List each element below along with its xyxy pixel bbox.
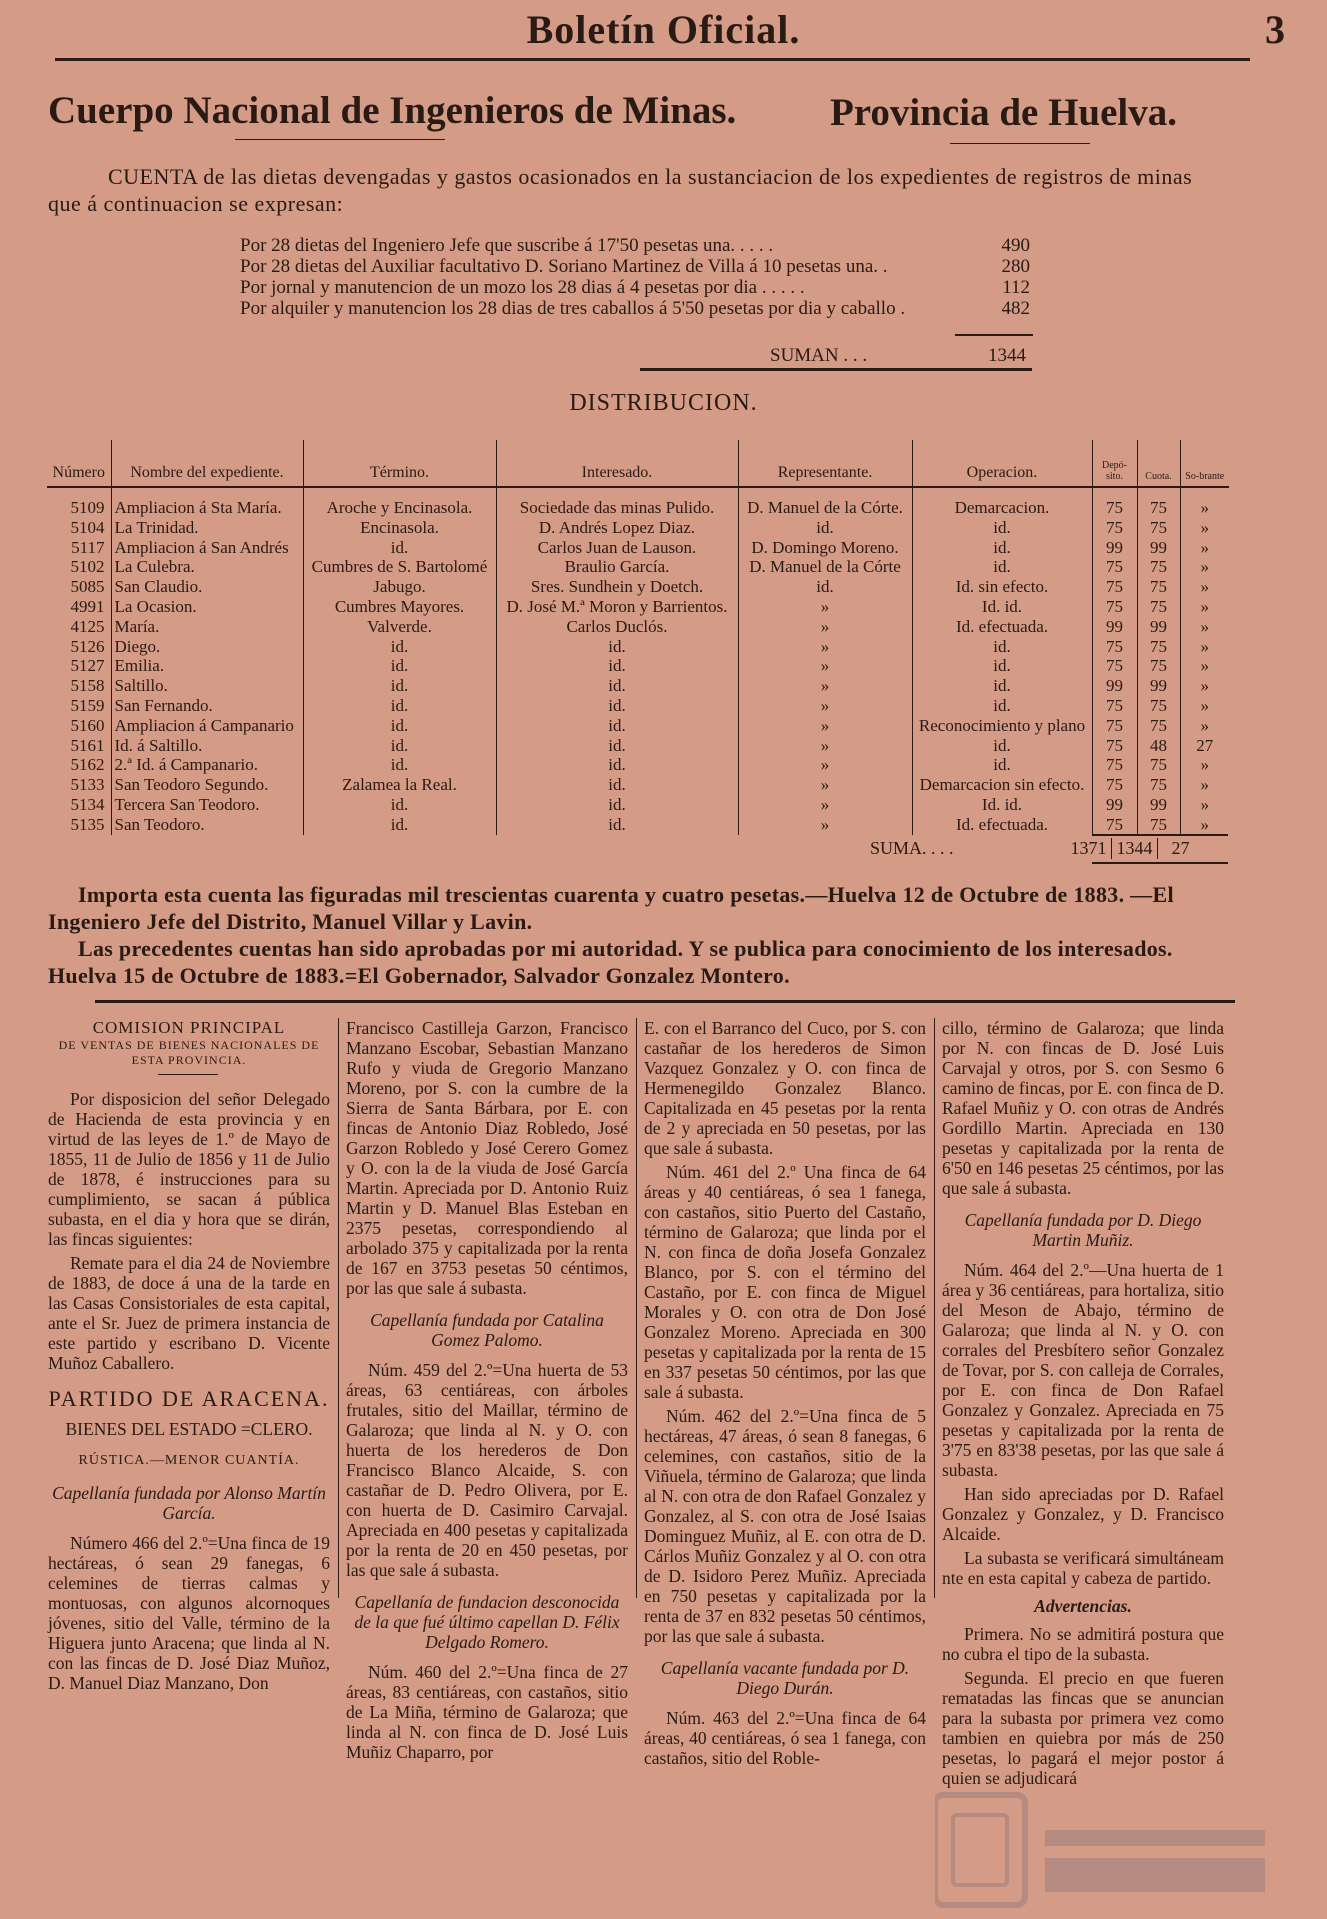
cell-representante: » — [738, 736, 912, 756]
cell-cuota: 75 — [1137, 656, 1180, 676]
col-header: Término. — [303, 440, 496, 487]
comision-heading: COMISION PRINCIPAL — [92, 1018, 286, 1037]
cell-interesado: id. — [496, 637, 738, 657]
cell-expediente-name: Emilia. — [111, 656, 303, 676]
cell-termino: Cumbres Mayores. — [303, 597, 496, 617]
cell-interesado: id. — [496, 736, 738, 756]
cell-deposito: 75 — [1092, 637, 1137, 657]
cell-sobrante: » — [1180, 518, 1229, 538]
section-heading-provincia: Provincia de Huelva. — [829, 91, 1177, 134]
col-header: Operacion. — [912, 440, 1092, 487]
cell-expediente-number: 5109 — [70, 498, 105, 517]
cell-interesado: Sociedade das minas Pulido. — [496, 487, 738, 518]
suman-value: 1344 — [988, 345, 1026, 366]
table-row — [47, 617, 1229, 637]
col-header: So-brante — [1180, 440, 1229, 487]
body-paragraph: Francisco Castilleja Garzon, Francisco Manzano Escobar, Sebastian Manzano Rufo y viuda de Gregorio Manzano Moreno, por S. con la cumbre de la Sierra de Santa Bárbara, por E. con fincas de Antonio Diaz Robledo, José Garzon Robledo y José Cerero Gomez y O. con la de la viuda de José García Martin. Apreciada por D. Antonio Ruiz Martin y D. Manuel Blas Esteban en 2375 pesetas, correspondiendo al arbolado 375 y capitalizada por la renta de 167 en 3753 pesetas 50 céntimos, por las que sale á subasta. — [346, 1018, 628, 1298]
cell-interesado: D. Andrés Lopez Diaz. — [496, 518, 738, 538]
cell-interesado: id. — [496, 775, 738, 795]
cell-operacion: Demarcacion sin efecto. — [912, 775, 1092, 795]
table-row — [47, 538, 1229, 558]
table-row — [47, 637, 1229, 657]
cell-operacion: id. — [912, 518, 1092, 538]
suma-cuota: 1344 — [1111, 838, 1157, 859]
cell-expediente-number: 5135 — [70, 814, 105, 834]
table-row — [47, 597, 1229, 617]
cell-expediente-number: 5159 — [70, 695, 105, 715]
expense-total-rule — [955, 334, 1033, 336]
column-divider — [338, 1018, 339, 1598]
intro-paragraph: CUENTA de las dietas devengadas y gastos ocasionados en la sustanciacion de los expedientes de registros de minas que á continuacion se expresan: — [48, 164, 1193, 216]
cell-termino: id. — [303, 637, 496, 657]
cell-representante: D. Domingo Moreno. — [738, 538, 912, 558]
cell-representante: » — [738, 775, 912, 795]
cell-representante: » — [738, 795, 912, 815]
cell-termino: Jabugo. — [303, 577, 496, 597]
cell-representante: » — [738, 597, 912, 617]
expense-value: 490 — [1001, 235, 1030, 256]
cell-operacion: id. — [912, 676, 1092, 696]
column-divider — [934, 1018, 935, 1598]
cell-expediente-name: La Culebra. — [111, 557, 303, 577]
capellania-heading: Capellanía fundada por D. Diego Martin Muñiz. — [964, 1210, 1202, 1250]
cell-representante: » — [738, 617, 912, 637]
cell-termino: id. — [303, 815, 496, 835]
cell-sobrante: » — [1180, 597, 1229, 617]
col-header: Representante. — [738, 440, 912, 487]
cell-interesado: Sres. Sundhein y Doetch. — [496, 577, 738, 597]
cell-representante: id. — [738, 577, 912, 597]
body-paragraph: Número 466 del 2.º=Una finca de 19 hectáreas, ó sean 29 fanegas, 6 celemines de tierras calmas y montuosas, con algunos alcornoques jóvenes, sitio del Valle, término de la Higuera junto Aracena; que linda al N. con las fincas de D. José Diaz Muñoz, D. Manuel Diaz Manzano, Don — [48, 1533, 330, 1693]
table-row — [47, 716, 1229, 736]
expense-label: Por 28 dietas del Auxiliar facultativo D. Soriano Martinez de Villa á 10 pesetas una. . — [240, 256, 888, 277]
cell-cuota: 75 — [1137, 755, 1180, 775]
cell-operacion: Demarcacion. — [912, 487, 1092, 518]
table-row — [47, 656, 1229, 676]
cell-representante: id. — [738, 518, 912, 538]
cell-deposito: 75 — [1092, 716, 1137, 736]
table-row — [47, 487, 1229, 518]
cell-expediente-name: La Trinidad. — [111, 518, 303, 538]
cell-interesado: id. — [496, 676, 738, 696]
cell-operacion: Reconocimiento y plano — [912, 716, 1092, 736]
expense-row — [240, 277, 1030, 298]
cell-deposito: 75 — [1092, 755, 1137, 775]
table-row — [47, 755, 1229, 775]
col-header: Cuota. — [1137, 440, 1180, 487]
expense-list — [240, 235, 1030, 319]
cell-sobrante: 27 — [1180, 736, 1229, 756]
cell-operacion: Id. sin efecto. — [912, 577, 1092, 597]
cell-operacion: Id. efectuada. — [912, 617, 1092, 637]
advertencias-heading: Advertencias. — [1034, 1596, 1132, 1616]
cell-termino: id. — [303, 676, 496, 696]
cell-cuota: 75 — [1137, 518, 1180, 538]
closing-paragraph: Importa esta cuenta las figuradas mil trescientas cuarenta y cuatro pesetas.—Huelva 12 de Octubre de 1883. —El Ingeniero Jefe del Distrito, Manuel Villar y Lavin. — [48, 882, 1174, 934]
header-rule — [55, 58, 1250, 61]
cell-sobrante: » — [1180, 775, 1229, 795]
expense-value: 482 — [1001, 298, 1030, 319]
table-row — [47, 696, 1229, 716]
cell-expediente-name: Saltillo. — [111, 676, 303, 696]
cell-sobrante: » — [1180, 716, 1229, 736]
cell-deposito: 75 — [1092, 577, 1137, 597]
body-paragraph: Segunda. El precio en que fueren rematadas las fincas que se anuncian para la subasta por primera vez como tambien en quiebra por más de 250 pesetas, lo pagará el mejor postor á quien se adjudicará — [942, 1668, 1224, 1788]
table-row — [47, 518, 1229, 538]
body-paragraph: Remate para el dia 24 de Noviembre de 1883, de doce á una de la tarde en las Casas Consistoriales de esta capital, ante el Sr. Juez de primera instancia de este partido y escribano D. Vicente Muñoz Caballero. — [48, 1253, 330, 1373]
cell-representante: D. Manuel de la Córte. — [738, 487, 912, 518]
body-paragraph: Han sido apreciadas por D. Rafael Gonzalez y Gonzalez, y D. Francisco Alcaide. — [942, 1484, 1224, 1544]
cell-deposito: 75 — [1092, 518, 1137, 538]
col-header: Interesado. — [496, 440, 738, 487]
cell-cuota: 99 — [1137, 617, 1180, 637]
cell-expediente-name: Ampliacion á San Andrés — [111, 538, 303, 558]
cell-termino: Aroche y Encinasola. — [303, 487, 496, 518]
table-row — [47, 736, 1229, 756]
cell-representante: » — [738, 656, 912, 676]
cell-sobrante: » — [1180, 617, 1229, 637]
body-paragraph: Núm. 464 del 2.º—Una huerta de 1 área y 36 centiáreas, para hortaliza, sitio del Meson de Abajo, término de Galaroza; que linda al N. y O. con corrales del Presbítero señor Gonzalez de Tovar, por S. con calleja de Corrales, por E. con finca de Don Rafael Gonzalez y Gonzalez. Apreciada en 75 pesetas y capitalizada por la renta de 3'75 en 83'38 pesetas, por las que sale á subasta. — [942, 1260, 1224, 1480]
cell-expediente-name: Ampliacion á Campanario — [111, 716, 303, 736]
cell-expediente-number: 5160 — [70, 715, 105, 735]
body-paragraph: Primera. No se admitirá postura que no cubra el tipo de la subasta. — [942, 1624, 1224, 1664]
cell-cuota: 75 — [1137, 577, 1180, 597]
table-row — [47, 775, 1229, 795]
cell-interesado: id. — [496, 696, 738, 716]
cell-deposito: 99 — [1092, 617, 1137, 637]
expense-value: 112 — [1002, 277, 1030, 298]
cell-cuota: 75 — [1137, 637, 1180, 657]
cell-cuota: 99 — [1137, 676, 1180, 696]
cell-expediente-name: Id. á Saltillo. — [111, 736, 303, 756]
cell-termino: id. — [303, 696, 496, 716]
suma-label: SUMA. . . . — [870, 838, 954, 858]
body-paragraph: Núm. 460 del 2.º=Una finca de 27 áreas, 83 centiáreas, con castaños, sitio de La Miña, término de Galaroza; que linda al N. con finca de D. José Luis Muñiz Chaparro, por — [346, 1662, 628, 1762]
cell-sobrante: » — [1180, 676, 1229, 696]
column-3 — [644, 1018, 926, 1772]
body-paragraph: Núm. 459 del 2.º=Una huerta de 53 áreas, 63 centiáreas, con árboles frutales, sitio del Maillar, término de Galaroza; que linda al N. y O. con huerta de los herederos de Don Francisco Blanco Alcaide, S. con castañar de D. Pedro Olivera, por E. con huerta de D. Casimiro Carvajal. Apreciada en 400 pesetas y capitalizada por la renta de 20 en 450 pesetas, por las que sale á subasta. — [346, 1360, 628, 1580]
suma-values — [1066, 838, 1203, 859]
body-paragraph: Núm. 461 del 2.º Una finca de 64 áreas y 40 centiáreas, ó sea 1 fanega, con castaños, sitio Puerto del Castaño, término de Galaroza; que linda por el N. con finca de doña Josefa Gonzalez Blanco, por S. con el término del Castaño, por E. con finca de Miguel Morales y O. con otra de Don José Gonzalez Moreno. Apreciada en 300 pesetas y capitalizada por la renta de 15 en 337 pesetas 50 céntimos, por las que sale á subasta. — [644, 1162, 926, 1402]
distribution-table — [47, 440, 1229, 835]
cell-interesado: D. José M.ª Moron y Barrientos. — [496, 597, 738, 617]
cell-sobrante: » — [1180, 538, 1229, 558]
suman-label: SUMAN . . . — [770, 345, 868, 366]
cell-deposito: 75 — [1092, 557, 1137, 577]
suma-top-rule — [1092, 834, 1228, 836]
cell-cuota: 48 — [1137, 736, 1180, 756]
cell-expediente-number: 5126 — [70, 636, 105, 656]
cell-interesado: id. — [496, 795, 738, 815]
closing-paragraph: Las precedentes cuentas han sido aprobadas por mi autoridad. Y se publica para conocimiento de los interesados. Huelva 15 de Octubre de 1883.=El Gobernador, Salvador Gonzalez Montero. — [48, 936, 1173, 988]
partido-heading: PARTIDO DE ARACENA. — [48, 1386, 330, 1411]
bienes-heading: BIENES DEL ESTADO =CLERO. — [65, 1419, 313, 1439]
body-paragraph: E. con el Barranco del Cuco, por S. con castañar de los herederos de Simon Vazquez Gonzalez y O. con finca de Hermenegildo Gonzalez Blanco. Capitalizada en 45 pesetas por la renta de 2 y apreciada en 50 pesetas, por las que sale á subasta. — [644, 1018, 926, 1158]
cell-expediente-name: San Claudio. — [111, 577, 303, 597]
cell-sobrante: » — [1180, 487, 1229, 518]
cell-termino: id. — [303, 716, 496, 736]
cell-deposito: 99 — [1092, 676, 1137, 696]
body-paragraph: La subasta se verificará simultáneam nte en esta capital y cabeza de partido. — [942, 1548, 1224, 1588]
cell-expediente-number: 5158 — [70, 676, 105, 696]
cell-interesado: Braulio García. — [496, 557, 738, 577]
cell-interesado: Carlos Juan de Lauson. — [496, 538, 738, 558]
table-row — [47, 557, 1229, 577]
cell-expediente-name: San Teodoro. — [111, 815, 303, 835]
cell-termino: id. — [303, 538, 496, 558]
cell-sobrante: » — [1180, 696, 1229, 716]
cell-representante: » — [738, 815, 912, 835]
cell-expediente-name: Tercera San Teodoro. — [111, 795, 303, 815]
cell-deposito: 75 — [1092, 597, 1137, 617]
cell-sobrante: » — [1180, 815, 1229, 835]
cell-operacion: id. — [912, 656, 1092, 676]
cell-cuota: 75 — [1137, 487, 1180, 518]
cell-interesado: id. — [496, 815, 738, 835]
column-divider — [636, 1018, 637, 1598]
cell-operacion: Id. id. — [912, 795, 1092, 815]
body-paragraph: cillo, término de Galaroza; que linda por N. con fincas de D. José Luis Carvajal y otros, por S. con Sesmo 6 camino de fincas, por E. con finca de D. Rafael Muñiz y O. con otras de Andrés Gordillo Martin. Apreciada en 130 pesetas y capitalizada por la renta de 6'50 en 146 pesetas 25 céntimos, por las que sale á subasta. — [942, 1018, 1224, 1198]
column-1 — [48, 1018, 330, 1697]
cell-interesado: Carlos Duclós. — [496, 617, 738, 637]
expense-label: Por alquiler y manutencion los 28 dias de tres caballos á 5'50 pesetas por dia y caballo . — [240, 298, 906, 319]
cell-deposito: 75 — [1092, 815, 1137, 835]
cell-termino: id. — [303, 795, 496, 815]
cell-cuota: 75 — [1137, 815, 1180, 835]
cell-sobrante: » — [1180, 577, 1229, 597]
cell-cuota: 99 — [1137, 795, 1180, 815]
table-header-row — [47, 440, 1229, 487]
cell-cuota: 75 — [1137, 775, 1180, 795]
cell-expediente-number: 5085 — [70, 577, 105, 597]
body-paragraph: Núm. 462 del 2.º=Una finca de 5 hectáreas, 47 áreas, ó sean 8 fanegas, 6 celemines, con castaños, sitio de la Viñuela, término de Galaroza; que linda al N. con otra de don Rafael Gonzalez y Gonzalez, al S. con otra de José Isaias Dominguez Muñiz, al E. con otra de D. Cárlos Muñiz Gonzalez y al O. con otra de D. Isidoro Perez Muñiz. Apreciada en 750 pesetas y capitalizada por la renta de 37 en 832 pesetas 50 céntimos, por las que sale á subasta. — [644, 1406, 926, 1646]
capellania-heading: Capellanía de fundacion desconocida de la que fué último capellan D. Félix Delgado Romero. — [354, 1592, 620, 1652]
cell-operacion: id. — [912, 637, 1092, 657]
table-row — [47, 676, 1229, 696]
cell-cuota: 75 — [1137, 696, 1180, 716]
cell-expediente-name: San Teodoro Segundo. — [111, 775, 303, 795]
closing-text — [48, 881, 1238, 989]
cell-interesado: id. — [496, 716, 738, 736]
cell-sobrante: » — [1180, 637, 1229, 657]
cell-termino: id. — [303, 736, 496, 756]
cell-termino: Cumbres de S. Bartolomé — [303, 557, 496, 577]
col-header: Número — [47, 440, 111, 487]
cell-expediente-name: María. — [111, 617, 303, 637]
cell-operacion: Id. id. — [912, 597, 1092, 617]
cell-cuota: 99 — [1137, 538, 1180, 558]
expense-row — [240, 298, 1030, 319]
capellania-heading: Capellanía vacante fundada por D. Diego Durán. — [660, 1658, 910, 1698]
cell-deposito: 99 — [1092, 795, 1137, 815]
body-paragraph: Por disposicion del señor Delegado de Hacienda de esta provincia y en virtud de las leyes de 1.º de Mayo de 1855, 11 de Julio de 1856 y 11 de Julio de 1878, é instrucciones para su cumplimiento, se sacan á pública subasta, en el dia y hora que se dirán, las fincas siguientes: — [48, 1089, 330, 1249]
cell-deposito: 99 — [1092, 538, 1137, 558]
cell-expediente-number: 5104 — [70, 517, 105, 537]
column-2 — [346, 1018, 628, 1766]
cell-expediente-name: La Ocasion. — [111, 597, 303, 617]
cell-deposito: 75 — [1092, 487, 1137, 518]
cell-representante: » — [738, 676, 912, 696]
cell-operacion: id. — [912, 538, 1092, 558]
cell-representante: » — [738, 716, 912, 736]
suman-rule — [640, 368, 1032, 371]
cell-termino: id. — [303, 656, 496, 676]
cell-cuota: 75 — [1137, 597, 1180, 617]
cell-deposito: 75 — [1092, 656, 1137, 676]
cell-termino: Encinasola. — [303, 518, 496, 538]
cell-expediente-name: Ampliacion á Sta María. — [111, 487, 303, 518]
cell-expediente-number: 5133 — [70, 775, 105, 795]
section-divider — [95, 1000, 1235, 1003]
expense-value: 280 — [1001, 256, 1030, 277]
cell-deposito: 75 — [1092, 696, 1137, 716]
cell-cuota: 75 — [1137, 557, 1180, 577]
cell-expediente-number: 4991 — [70, 596, 105, 616]
cell-operacion: Id. efectuada. — [912, 815, 1092, 835]
cell-representante: » — [738, 696, 912, 716]
cell-representante: D. Manuel de la Córte — [738, 557, 912, 577]
table-row — [47, 795, 1229, 815]
cell-expediente-number: 5117 — [71, 537, 105, 557]
newspaper-title: Boletín Oficial. — [526, 7, 801, 52]
cell-expediente-number: 5127 — [70, 656, 105, 676]
capellania-heading: Capellanía fundada por Catalina Gomez Palomo. — [370, 1310, 604, 1350]
page-number: 3 — [1265, 7, 1285, 52]
section-heading-ingenieros: Cuerpo Nacional de Ingenieros de Minas. — [48, 89, 737, 132]
cell-representante: » — [738, 755, 912, 775]
cell-operacion: id. — [912, 557, 1092, 577]
body-paragraph: Núm. 463 del 2.º=Una finca de 64 áreas, 40 centiáreas, ó sea 1 fanega, con castaños, sitio del Roble- — [644, 1708, 926, 1768]
cell-sobrante: » — [1180, 755, 1229, 775]
cell-expediente-name: 2.ª Id. á Campanario. — [111, 755, 303, 775]
column-4 — [942, 1018, 1224, 1792]
ornament-right — [950, 143, 1090, 144]
divider — [158, 1074, 218, 1075]
expense-label: Por jornal y manutencion de un mozo los 28 dias á 4 pesetas por dia . . . . . — [240, 277, 805, 298]
table-row — [47, 815, 1229, 835]
cell-representante: » — [738, 637, 912, 657]
cell-operacion: id. — [912, 736, 1092, 756]
cell-deposito: 75 — [1092, 775, 1137, 795]
cell-expediente-number: 5161 — [70, 735, 105, 755]
table-row — [47, 577, 1229, 597]
comision-subheading: DE VENTAS DE BIENES NACIONALES DE ESTA PROVINCIA. — [58, 1038, 320, 1067]
cell-expediente-name: San Fernando. — [111, 696, 303, 716]
cell-interesado: id. — [496, 755, 738, 775]
cell-cuota: 75 — [1137, 716, 1180, 736]
cell-interesado: id. — [496, 656, 738, 676]
cell-operacion: id. — [912, 696, 1092, 716]
rustica-heading: RÚSTICA.—MENOR CUANTÍA. — [78, 1453, 300, 1468]
cell-sobrante: » — [1180, 795, 1229, 815]
cell-expediente-number: 5134 — [70, 794, 105, 814]
cell-termino: Zalamea la Real. — [303, 775, 496, 795]
cell-expediente-number: 5162 — [70, 755, 105, 775]
cell-sobrante: » — [1180, 656, 1229, 676]
ornament-left — [235, 139, 445, 140]
expense-row — [240, 256, 1030, 277]
col-header: Depó-sito. — [1092, 440, 1137, 487]
cell-termino: id. — [303, 755, 496, 775]
col-header: Nombre del expediente. — [111, 440, 303, 487]
suma-bottom-rule — [1092, 862, 1228, 864]
cell-termino: Valverde. — [303, 617, 496, 637]
cell-operacion: id. — [912, 755, 1092, 775]
expense-label: Por 28 dietas del Ingeniero Jefe que suscribe á 17'50 pesetas una. . . . . — [240, 235, 774, 256]
cell-expediente-number: 4125 — [70, 616, 105, 636]
watermark-logo — [935, 1790, 1275, 1910]
suma-sobrante: 27 — [1157, 838, 1203, 859]
cell-deposito: 75 — [1092, 736, 1137, 756]
cell-expediente-number: 5102 — [70, 557, 105, 577]
distribution-title: DISTRIBUCION. — [569, 390, 758, 416]
capellania-heading: Capellanía fundada por Alonso Martín García. — [52, 1483, 326, 1523]
suma-deposito: 1371 — [1070, 838, 1107, 858]
expense-row — [240, 235, 1030, 256]
cell-sobrante: » — [1180, 557, 1229, 577]
cell-expediente-name: Diego. — [111, 637, 303, 657]
